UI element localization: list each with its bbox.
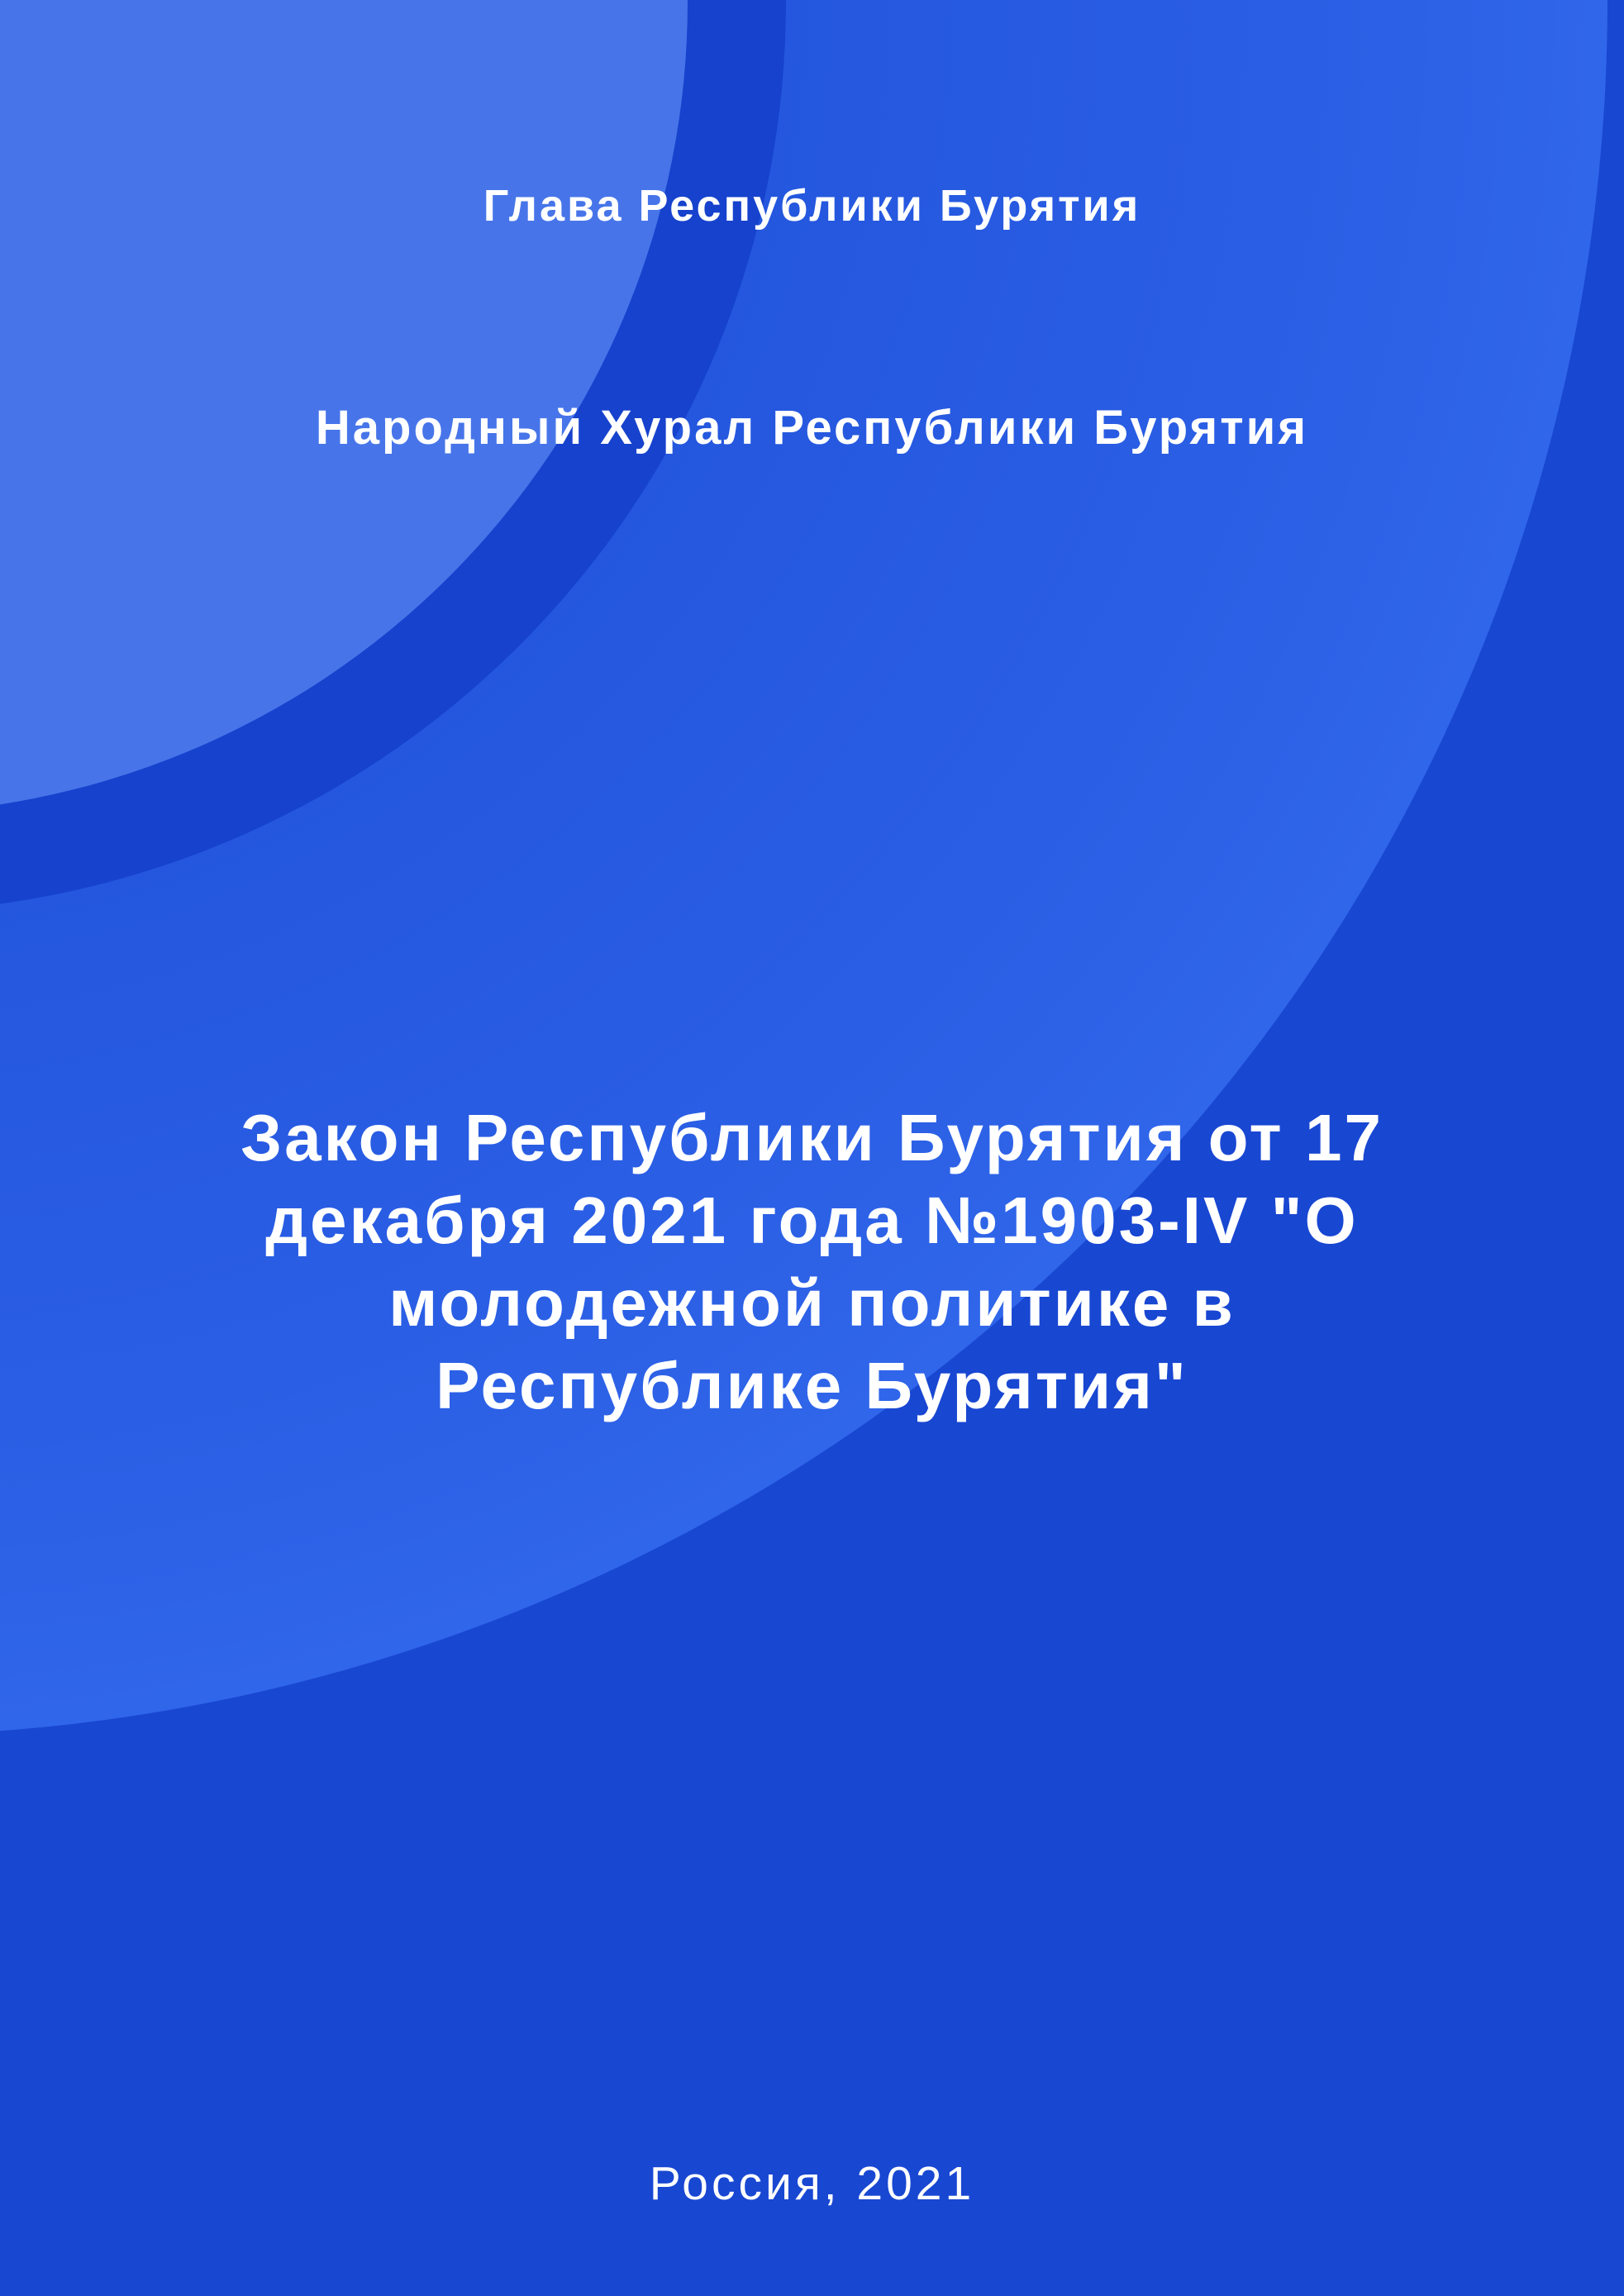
imprint-line: Россия, 2021 bbox=[649, 2157, 975, 2210]
document-title-line-2: декабря 2021 года №1903-IV "О bbox=[265, 1184, 1359, 1257]
document-title bbox=[0, 1097, 1624, 1427]
document-title-line-3: молодежной политике в bbox=[388, 1266, 1236, 1340]
document-title-line-1: Закон Республики Бурятия от 17 bbox=[241, 1101, 1383, 1174]
issuing-authority-primary: Глава Республики Бурятия bbox=[483, 181, 1141, 231]
document-title-line-4: Республике Бурятия" bbox=[436, 1349, 1188, 1422]
issuing-authority-secondary: Народный Хурал Республики Бурятия bbox=[315, 401, 1309, 455]
